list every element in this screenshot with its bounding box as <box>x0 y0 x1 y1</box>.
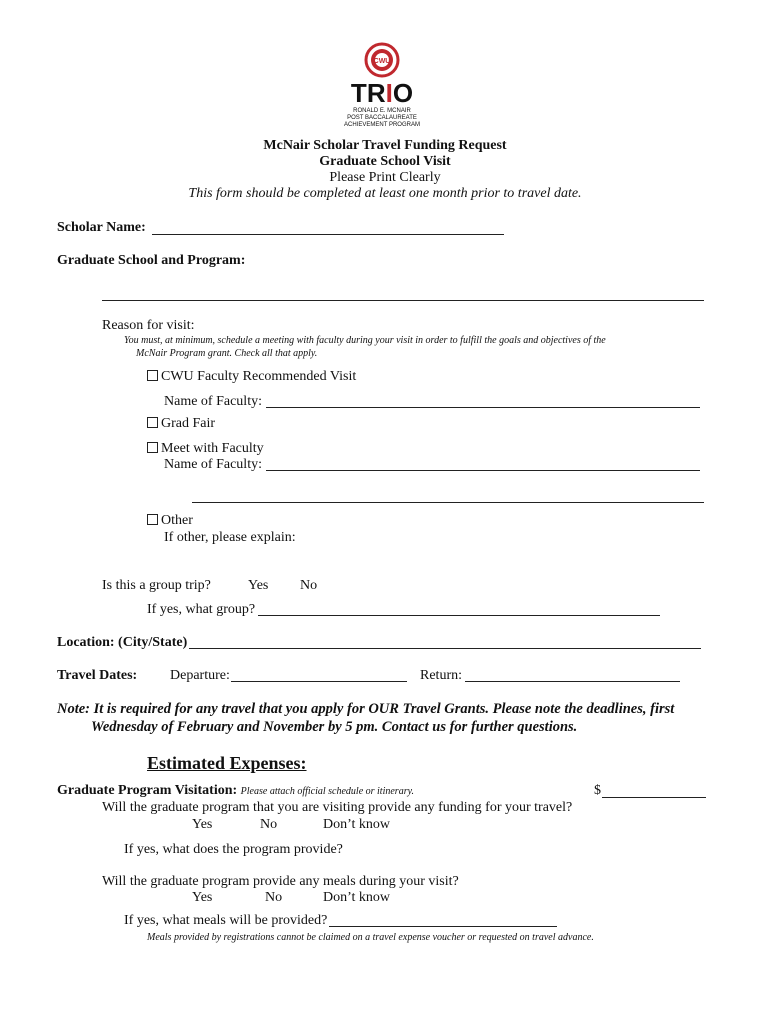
option-cwu-visit[interactable] <box>147 369 356 385</box>
travel-dates-label: Travel Dates: <box>57 668 138 683</box>
reason-note-1: You must, at minimum, schedule a meeting with faculty during your visit in order to fulfill the goals and objectives of the <box>124 335 606 346</box>
other-explain-label: If other, please explain: <box>164 530 296 545</box>
print-note: Please Print Clearly <box>329 170 441 185</box>
meals-provided-field[interactable] <box>329 926 557 927</box>
faculty-name-2-label: Name of Faculty: <box>164 457 262 472</box>
faculty-name-2-field[interactable] <box>266 470 700 471</box>
location-label: Location: (City/State) <box>57 635 188 650</box>
funding-dont-know[interactable]: Don’t know <box>323 817 391 832</box>
scholar-name-label: Scholar Name: <box>57 220 146 235</box>
checkbox-cwu-visit[interactable] <box>147 370 158 381</box>
faculty-name-2-continuation-field[interactable] <box>192 502 704 503</box>
scholar-name-field[interactable] <box>152 234 504 235</box>
meals-provided-label: If yes, what meals will be provided? <box>124 913 328 928</box>
location-field[interactable] <box>189 648 701 649</box>
form-title: McNair Scholar Travel Funding Request <box>263 138 507 153</box>
logo-line-2: POST BACCALAUREATE <box>347 115 417 121</box>
funding-question: Will the graduate program that you are visiting provide any funding for your travel? <box>102 800 573 815</box>
checkbox-other[interactable] <box>147 514 158 525</box>
checkbox-grad-fair[interactable] <box>147 417 158 428</box>
deadline-note-line-2: Wednesday of February and November by 5 pm. Contact us for further questions. <box>91 719 578 735</box>
visitation-dollar-sign: $ <box>594 783 601 798</box>
logo-line-3: ACHIEVEMENT PROGRAM <box>344 122 420 128</box>
checkbox-meet-faculty[interactable] <box>147 442 158 453</box>
trio-mcnair-logo <box>337 42 427 132</box>
faculty-name-1-field[interactable] <box>266 407 700 408</box>
group-trip-yes[interactable]: Yes <box>248 578 269 593</box>
logo-emblem-text: CWU <box>373 58 391 65</box>
meals-question: Will the graduate program provide any meals during your visit? <box>102 874 459 889</box>
meals-no[interactable]: No <box>265 890 283 905</box>
what-group-label: If yes, what group? <box>147 602 256 617</box>
program-provide-question: If yes, what does the program provide? <box>124 842 343 857</box>
funding-no[interactable]: No <box>260 817 278 832</box>
what-group-field[interactable] <box>258 615 660 616</box>
option-cwu-visit-label: CWU Faculty Recommended Visit <box>161 369 357 384</box>
option-meet-faculty-label: Meet with Faculty <box>161 441 264 456</box>
option-other[interactable] <box>147 513 193 529</box>
group-trip-no[interactable]: No <box>300 578 318 593</box>
option-meet-faculty[interactable] <box>147 441 264 457</box>
meals-yes[interactable]: Yes <box>192 890 213 905</box>
reason-note-2: McNair Program grant. Check all that apply. <box>136 348 318 359</box>
timing-note: This form should be completed at least one month prior to travel date. <box>188 186 582 201</box>
grad-school-label: Graduate School and Program: <box>57 253 246 268</box>
option-grad-fair[interactable] <box>147 416 215 432</box>
expenses-heading: Estimated Expenses: <box>147 753 307 773</box>
logo-wordmark: TRIO <box>350 78 414 108</box>
return-field[interactable] <box>465 681 680 682</box>
meals-dont-know[interactable]: Don’t know <box>323 890 391 905</box>
departure-label: Departure: <box>170 668 230 683</box>
visitation-row <box>57 783 414 799</box>
funding-yes[interactable]: Yes <box>192 817 213 832</box>
faculty-name-1-label: Name of Faculty: <box>164 394 262 409</box>
reason-label: Reason for visit: <box>102 318 195 333</box>
group-trip-label: Is this a group trip? <box>102 578 211 593</box>
visitation-label: Graduate Program Visitation: <box>57 783 238 798</box>
departure-field[interactable] <box>231 681 407 682</box>
form-subtitle: Graduate School Visit <box>319 154 451 169</box>
logo-line-1: RONALD E. MCNAIR <box>353 108 411 114</box>
deadline-note-line-1: Note: It is required for any travel that you apply for OUR Travel Grants. Please note the deadlines, first <box>57 701 675 717</box>
option-other-label: Other <box>161 513 193 528</box>
meals-note: Meals provided by registrations cannot be claimed on a travel expense voucher or requested on travel advance. <box>147 932 594 943</box>
return-label: Return: <box>420 668 462 683</box>
visitation-note: Please attach official schedule or itinerary. <box>240 786 414 797</box>
grad-school-field[interactable] <box>102 300 704 301</box>
option-grad-fair-label: Grad Fair <box>161 416 216 431</box>
visitation-amount-field[interactable] <box>602 797 706 798</box>
